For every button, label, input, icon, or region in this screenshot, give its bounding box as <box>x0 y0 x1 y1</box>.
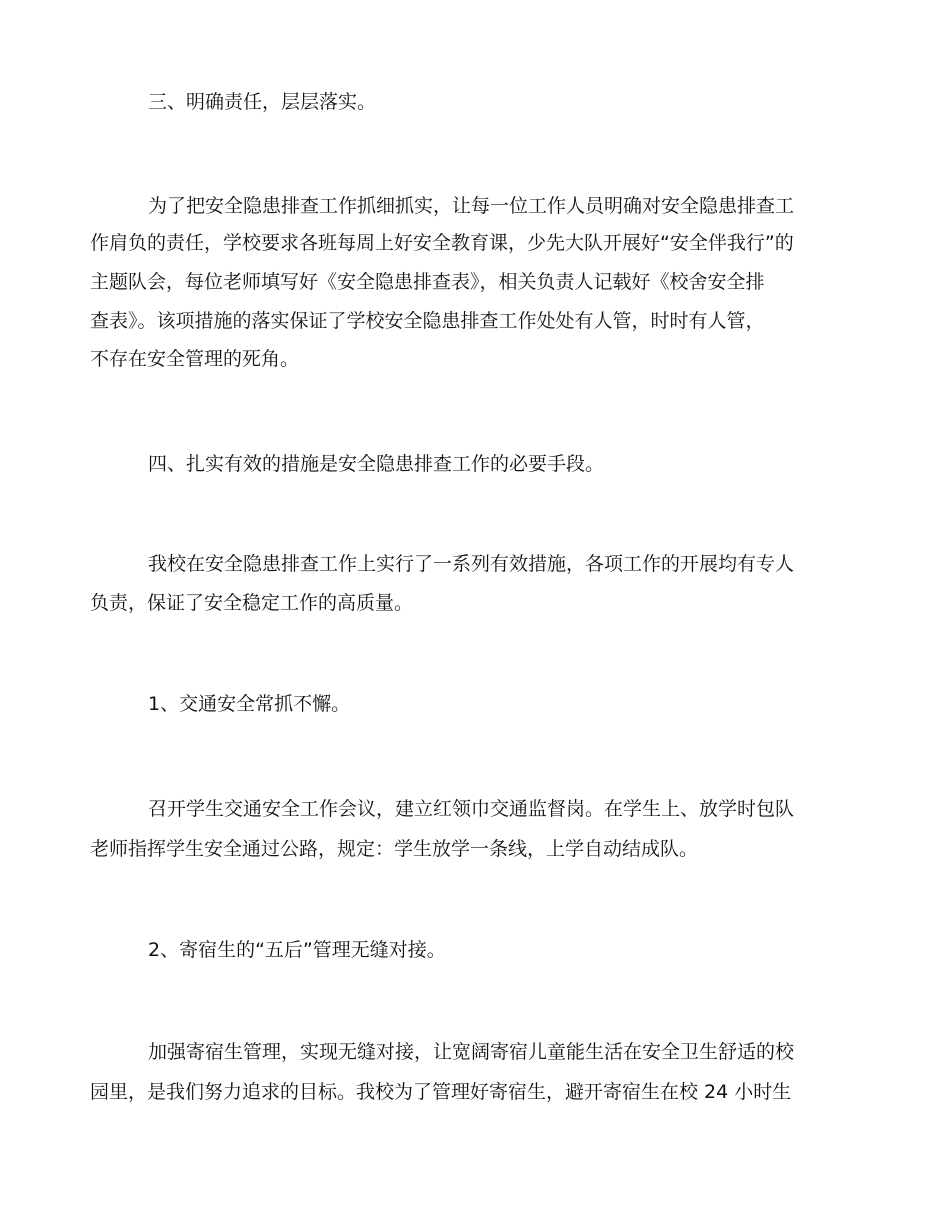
paragraph-line: 为了把安全隐患排查工作抓细抓实，让每一位工作人员明确对安全隐患排查工 <box>148 195 795 217</box>
paragraph-line: 主题队会，每位老师填写好《安全隐患排查表》，相关负责人记载好《校舍安全排 <box>90 271 765 293</box>
paragraph-line: 负责，保证了安全稳定工作的高质量。 <box>90 592 414 614</box>
paragraph-line: 查表》。该项措施的落实保证了学校安全隐患排查工作处处有人管，时时有人管， <box>90 310 765 332</box>
section-heading-3: 三、明确责任，层层落实。 <box>148 91 377 113</box>
subheading-2: 2、寄宿生的“五后”管理无缝对接。 <box>148 939 446 961</box>
section-heading-4: 四、扎实有效的措施是安全隐患排查工作的必要手段。 <box>148 453 605 475</box>
subheading-1: 1、交通安全常抓不懈。 <box>148 693 351 715</box>
paragraph-line: 不存在安全管理的死角。 <box>90 348 300 370</box>
paragraph-line: 园里，是我们努力追求的目标。我校为了管理好寄宿生，避开寄宿生在校 24 小时生 <box>90 1081 792 1103</box>
paragraph-line: 加强寄宿生管理，实现无缝对接，让宽阔寄宿儿童能生活在安全卫生舒适的校 <box>148 1041 795 1063</box>
paragraph-line: 我校在安全隐患排查工作上实行了一系列有效措施，各项工作的开展均有专人 <box>148 553 795 575</box>
paragraph-line: 召开学生交通安全工作会议，建立红领巾交通监督岗。在学生上、放学时包队 <box>148 798 795 820</box>
paragraph-line: 作肩负的责任，学校要求各班每周上好安全教育课，少先大队开展好“安全伴我行”的 <box>90 232 794 254</box>
paragraph-line: 老师指挥学生安全通过公路，规定：学生放学一条线，上学自动结成队。 <box>90 838 699 860</box>
